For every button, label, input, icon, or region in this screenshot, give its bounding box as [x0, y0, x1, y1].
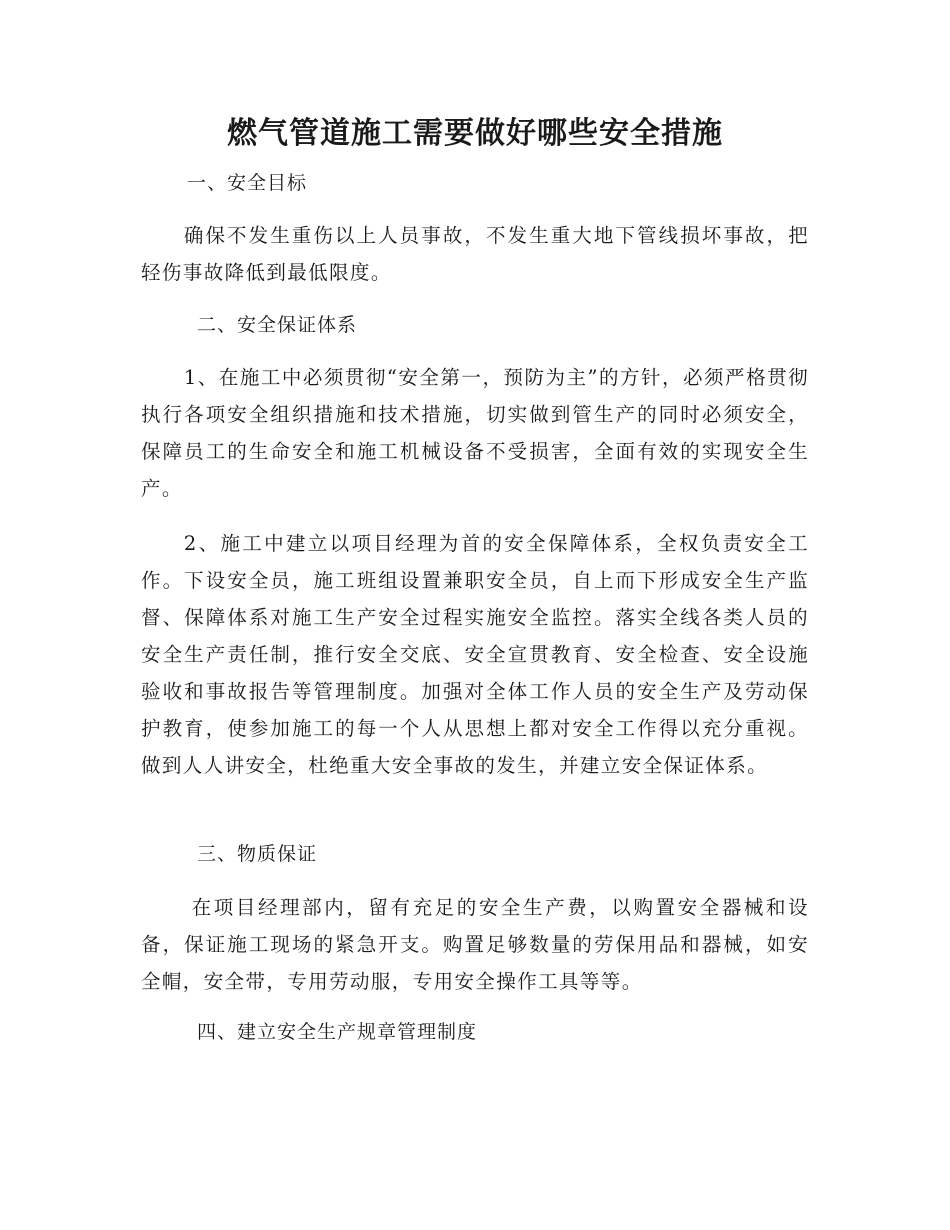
- paragraph-safety-system-1: 1、在施工中必须贯彻“安全第一，预防为主”的方针，必须严格贯彻执行各项安全组织措施和技术措施，切实做到管生产的同时必须安全，保障员工的生命安全和施工机械设备不受损害，全面有效的实现安全生产。: [141, 366, 809, 500]
- section-heading-material-guarantee: 三、物质保证: [197, 843, 318, 865]
- section-heading-safety-system: 二、安全保证体系: [197, 314, 358, 336]
- paragraph-material-guarantee: 在项目经理部内，留有充足的安全生产费，以购置安全器械和设备，保证施工现场的紧急开支。购置足够数量的劳保用品和器械，如安全帽，安全带，专用劳动服，专用安全操作工具等等。: [141, 896, 809, 993]
- section-heading-safety-goals: 一、安全目标: [187, 172, 308, 194]
- document-title: 燃气管道施工需要做好哪些安全措施: [227, 116, 723, 151]
- section-heading-regulations: 四、建立安全生产规章管理制度: [197, 1021, 478, 1043]
- paragraph-safety-system-2: 2、施工中建立以项目经理为首的安全保障体系，全权负责安全工作。下设安全员，施工班组设置兼职安全员，自上而下形成安全生产监督、保障体系对施工生产安全过程实施安全监控。落实全线各类人员的安全生产责任制，推行安全交底、安全宣贯教育、安全检查、安全设施验收和事故报告等管理制度。加强对全体工作人员的安全生产及劳动保护教育，使参加施工的每一个人从思想上都对安全工作得以充分重视。做到人人讲安全，杜绝重大安全事故的发生，并建立安全保证体系。: [141, 532, 809, 777]
- paragraph-safety-goals: 确保不发生重伤以上人员事故，不发生重大地下管线损坏事故，把轻伤事故降低到最低限度。: [141, 224, 809, 284]
